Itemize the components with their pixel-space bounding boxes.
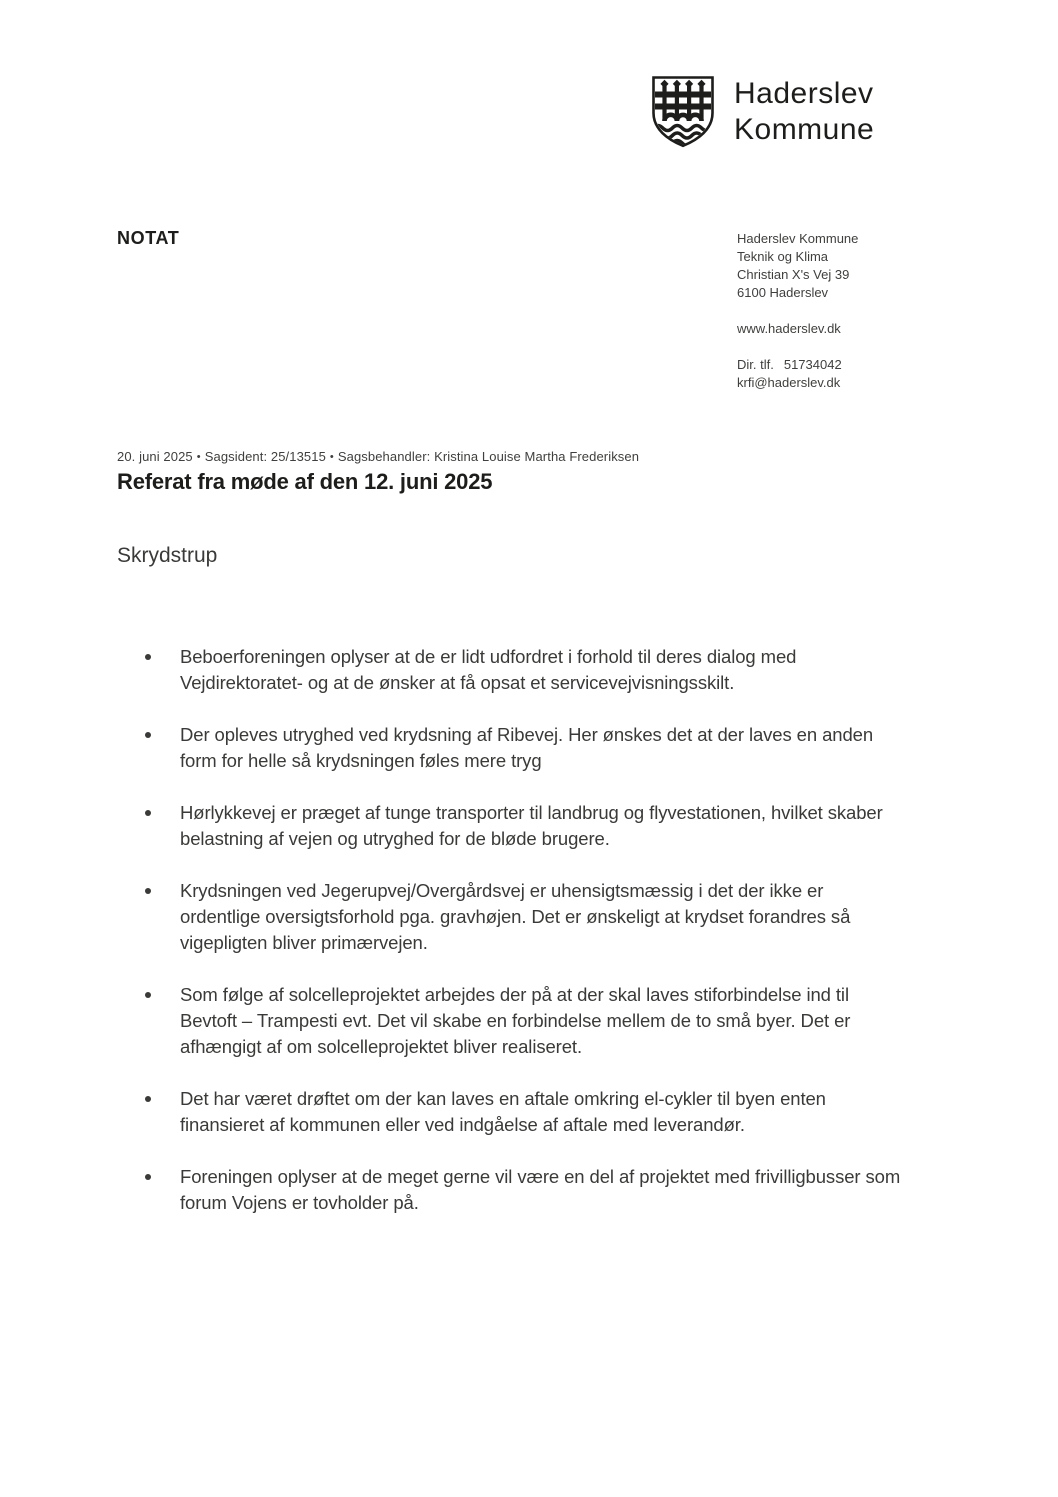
contact-org: Haderslev Kommune — [737, 231, 859, 246]
list-item — [143, 1086, 905, 1138]
list-item — [143, 644, 905, 696]
bullet-marker-icon — [145, 810, 151, 816]
logo-wordmark — [734, 76, 874, 148]
meta-case-label: Sagsident: — [204, 449, 268, 464]
meta-case-value: 25/13515 — [270, 449, 326, 464]
contact-phone-line — [737, 356, 858, 374]
list-item-text: Som følge af solcelleprojektet arbejdes der på at der skal laves stiforbindelse ind til Bevtoft – Trampesti evt. Det vil skabe en forbindelse mellem de to små byer. Det er afhængigt af om solcelleprojektet bliver realiseret. — [180, 984, 851, 1057]
coat-of-arms-icon — [651, 75, 715, 149]
separator-dot-icon: • — [196, 451, 201, 463]
bullet-marker-icon — [145, 1096, 151, 1102]
list-item-text: Foreningen oplyser at de meget gerne vil være en del af projektet med frivilligbusser som forum Vojens er tovholder på. — [180, 1166, 901, 1213]
logo-line1: Haderslev — [734, 77, 874, 110]
contact-street: Christian X's Vej 39 — [737, 267, 850, 282]
meta-date: 20. juni 2025 — [117, 449, 193, 464]
logo-line2: Kommune — [734, 113, 875, 146]
list-item-text: Der opleves utryghed ved krydsning af Ribevej. Her ønskes det at der laves en anden form for helle så krydsningen føles mere tryg — [180, 724, 874, 771]
meta-line — [117, 449, 639, 464]
contact-website: www.haderslev.dk — [737, 321, 841, 336]
haderslev-logo — [651, 75, 874, 149]
bullet-marker-icon — [145, 888, 151, 894]
list-item — [143, 878, 905, 956]
contact-block — [737, 230, 858, 410]
contact-phone-label: Dir. tlf. — [737, 357, 774, 372]
bullet-marker-icon — [145, 1174, 151, 1180]
doc-type-label: NOTAT — [117, 228, 180, 248]
list-item — [143, 982, 905, 1060]
page-subtitle: Skrydstrup — [117, 544, 218, 567]
meeting-notes-list — [143, 644, 905, 1242]
list-item — [143, 1164, 905, 1216]
contact-email: krfi@haderslev.dk — [737, 375, 841, 390]
bullet-marker-icon — [145, 992, 151, 998]
contact-city: 6100 Haderslev — [737, 285, 829, 300]
list-item — [143, 722, 905, 774]
contact-website-group — [737, 320, 858, 338]
list-item-text: Hørlykkevej er præget af tunge transporter til landbrug og flyvestationen, hvilket skaber belastning af vejen og utryghed for de bløde brugere. — [180, 802, 883, 849]
contact-phone-email-group — [737, 356, 858, 392]
separator-dot-icon: • — [329, 451, 334, 463]
list-item-text: Beboerforeningen oplyser at de er lidt udfordret i forhold til deres dialog med Vejdirektoratet- og at de ønsker at få opsat et servicevejvisningsskilt. — [180, 646, 797, 693]
meta-handler-value: Kristina Louise Martha Frederiksen — [434, 449, 640, 464]
contact-phone-number: 51734042 — [783, 357, 842, 372]
list-item-text: Krydsningen ved Jegerupvej/Overgårdsvej er uhensigtsmæssig i det der ikke er ordentlige oversigtsforhold pga. gravhøjen. Det er ønskeligt at krydset forandres så vigepligten bliver primærvejen. — [180, 880, 851, 953]
page-title: Referat fra møde af den 12. juni 2025 — [117, 469, 493, 494]
contact-department: Teknik og Klima — [737, 249, 829, 264]
contact-address — [737, 230, 858, 302]
meta-handler-label: Sagsbehandler: — [337, 449, 431, 464]
list-item — [143, 800, 905, 852]
bullet-marker-icon — [145, 732, 151, 738]
bullet-marker-icon — [145, 654, 151, 660]
list-item-text: Det har været drøftet om der kan laves en aftale omkring el-cykler til byen enten finansieret af kommunen eller ved indgåelse af aftale med leverandør. — [180, 1088, 826, 1135]
